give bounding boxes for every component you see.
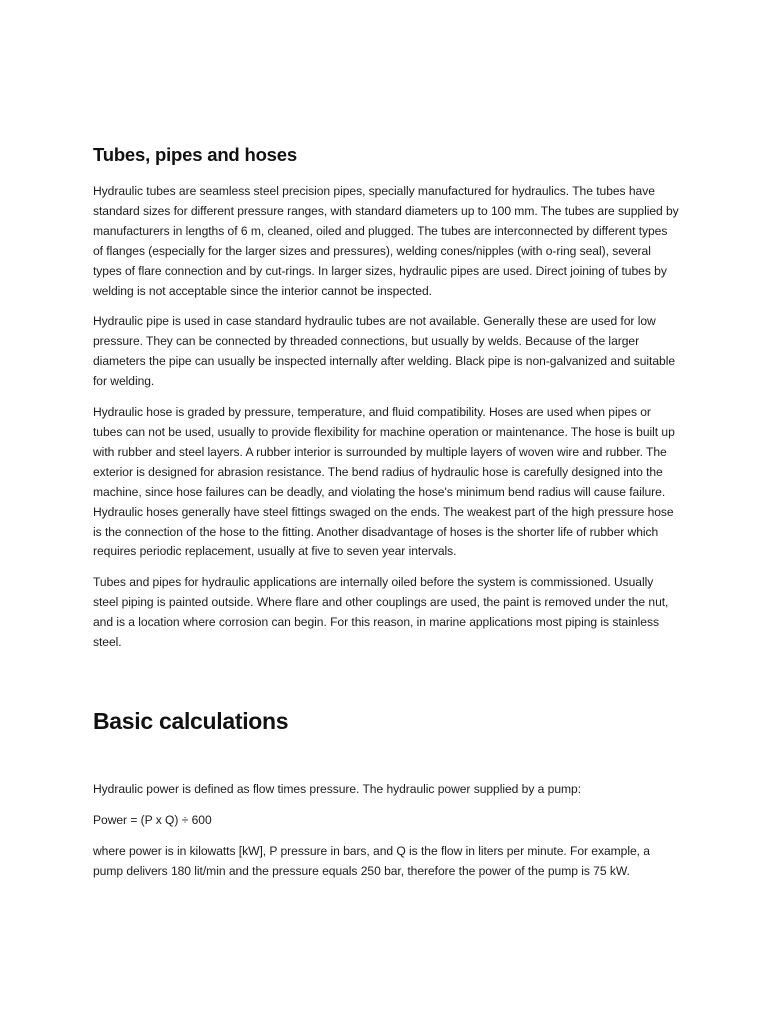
paragraph-hydraulic-power-definition: Hydraulic power is defined as flow times pressure. The hydraulic power supplied by a pump: <box>93 781 582 796</box>
document-content <box>93 143 679 882</box>
paragraph-tubes-and-pipes-oiled: Tubes and pipes for hydraulic applications are internally oiled before the system is commissioned. Usually steel piping is painted outside. Where flare and other couplings are used, the paint is removed under the nut, and is a location where corrosion can begin. For this reason, in marine applications most piping is stainless steel. <box>93 575 669 650</box>
paragraph-hydraulic-pipe: Hydraulic pipe is used in case standard hydraulic tubes are not available. Generally these are used for low pressure. They can be connected by threaded connections, but usually by welds. Because of the larger diameters the pipe can usually be inspected internally after welding. Black pipe is non-galvanized and suitable for welding. <box>93 314 676 389</box>
formula-power: Power = (P x Q) ÷ 600 <box>93 812 212 827</box>
paragraph-hydraulic-tubes: Hydraulic tubes are seamless steel precision pipes, specially manufactured for hydraulics. The tubes have standard sizes for different pressure ranges, with standard diameters up to 100 mm. The tubes are supplied by manufacturers in lengths of 6 m, cleaned, oiled and plugged. The tubes are interconnected by different types of flanges (especially for the larger sizes and pressures), welding cones/nipples (with o-ring seal), several types of flare connection and by cut-rings. In larger sizes, hydraulic pipes are used. Direct joining of tubes by welding is not acceptable since the interior cannot be inspected. <box>93 184 679 298</box>
section-heading-tubes-pipes-hoses: Tubes, pipes and hoses <box>93 144 297 165</box>
paragraph-power-example: where power is in kilowatts [kW], P pressure in bars, and Q is the flow in liters per minute. For example, a pump delivers 180 lit/min and the pressure equals 250 bar, therefore the power of the pump is 75 kW. <box>93 843 650 878</box>
paragraph-hydraulic-hose: Hydraulic hose is graded by pressure, temperature, and fluid compatibility. Hoses are used when pipes or tubes can not be used, usually to provide flexibility for machine operation or maintenance. The hose is built up with rubber and steel layers. A rubber interior is surrounded by multiple layers of woven wire and rubber. The exterior is designed for abrasion resistance. The bend radius of hydraulic hose is carefully designed into the machine, since hose failures can be deadly, and violating the hose's minimum bend radius will cause failure. Hydraulic hoses generally have steel fittings swaged on the ends. The weakest part of the high pressure hose is the connection of the hose to the fitting. Another disadvantage of hoses is the shorter life of rubber which requires periodic replacement, usually at five to seven year intervals. <box>93 405 675 559</box>
section-heading-basic-calculations: Basic calculations <box>93 707 289 734</box>
